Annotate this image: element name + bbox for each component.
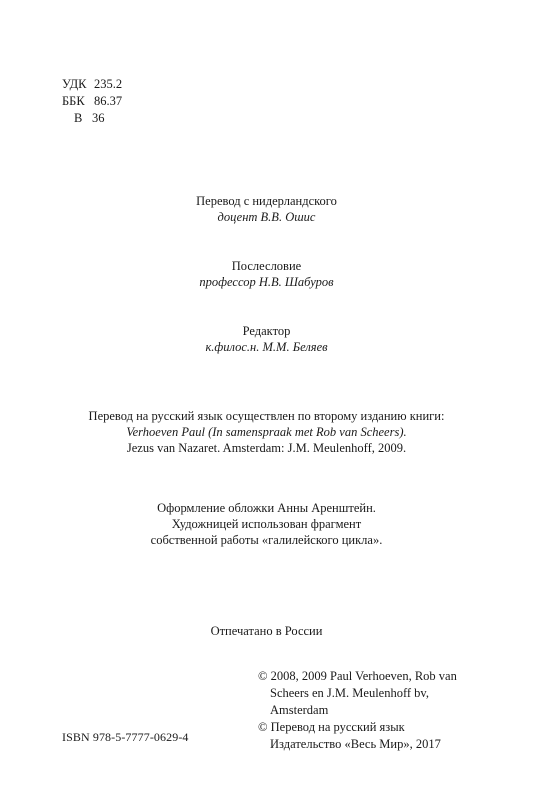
translation-person: доцент В.В. Ошис	[217, 210, 316, 224]
classification-key: ББК	[62, 94, 85, 108]
source-original-author: Verhoeven Paul (In samenspraak met Rob van Scheers).	[126, 425, 407, 439]
classification-value: 235.2	[94, 77, 123, 91]
editor-person: к.филос.н. М.М. Беляев	[205, 340, 328, 354]
cover-design-note	[0, 500, 533, 548]
source-line: Jezus van Nazaret. Amsterdam: J.M. Meulenhoff, 2009.	[126, 441, 407, 455]
cover-line: Художницей использован фрагмент	[171, 517, 362, 531]
afterword-credit	[0, 258, 533, 290]
source-line: Перевод на русский язык осуществлен по второму изданию книги:	[88, 409, 445, 423]
classification-value: 86.37	[94, 94, 123, 108]
classification-block	[62, 76, 182, 127]
classification-udk	[62, 76, 182, 93]
copyright-block	[258, 668, 488, 753]
source-edition-note	[0, 408, 533, 456]
translation-credit	[0, 193, 533, 225]
afterword-label: Послесловие	[231, 259, 302, 273]
classification-value: 36	[92, 111, 105, 125]
cover-line: Оформление обложки Анны Аренштейн.	[157, 501, 376, 515]
copyright-line: © Перевод на русский язык	[258, 720, 405, 734]
isbn: ISBN 978-5-7777-0629-4	[62, 730, 189, 744]
printed-text: Отпечатано в России	[210, 624, 323, 638]
translation-label: Перевод с нидерландского	[196, 194, 337, 208]
classification-author-mark	[62, 110, 182, 127]
copyright-line: © 2008, 2009 Paul Verhoeven, Rob van	[258, 669, 457, 683]
classification-key: В	[74, 111, 83, 125]
copyright-line: Amsterdam	[270, 703, 329, 717]
printed-in-note	[0, 623, 533, 639]
classification-bbk	[62, 93, 182, 110]
editor-label: Редактор	[242, 324, 291, 338]
cover-line: собственной работы «галилейского цикла».	[150, 533, 383, 547]
classification-key: УДК	[62, 77, 87, 91]
copyright-line: Scheers en J.M. Meulenhoff bv,	[270, 686, 429, 700]
editor-credit	[0, 323, 533, 355]
afterword-person: профессор Н.В. Шабуров	[199, 275, 334, 289]
copyright-line: Издательство «Весь Мир», 2017	[270, 737, 441, 751]
